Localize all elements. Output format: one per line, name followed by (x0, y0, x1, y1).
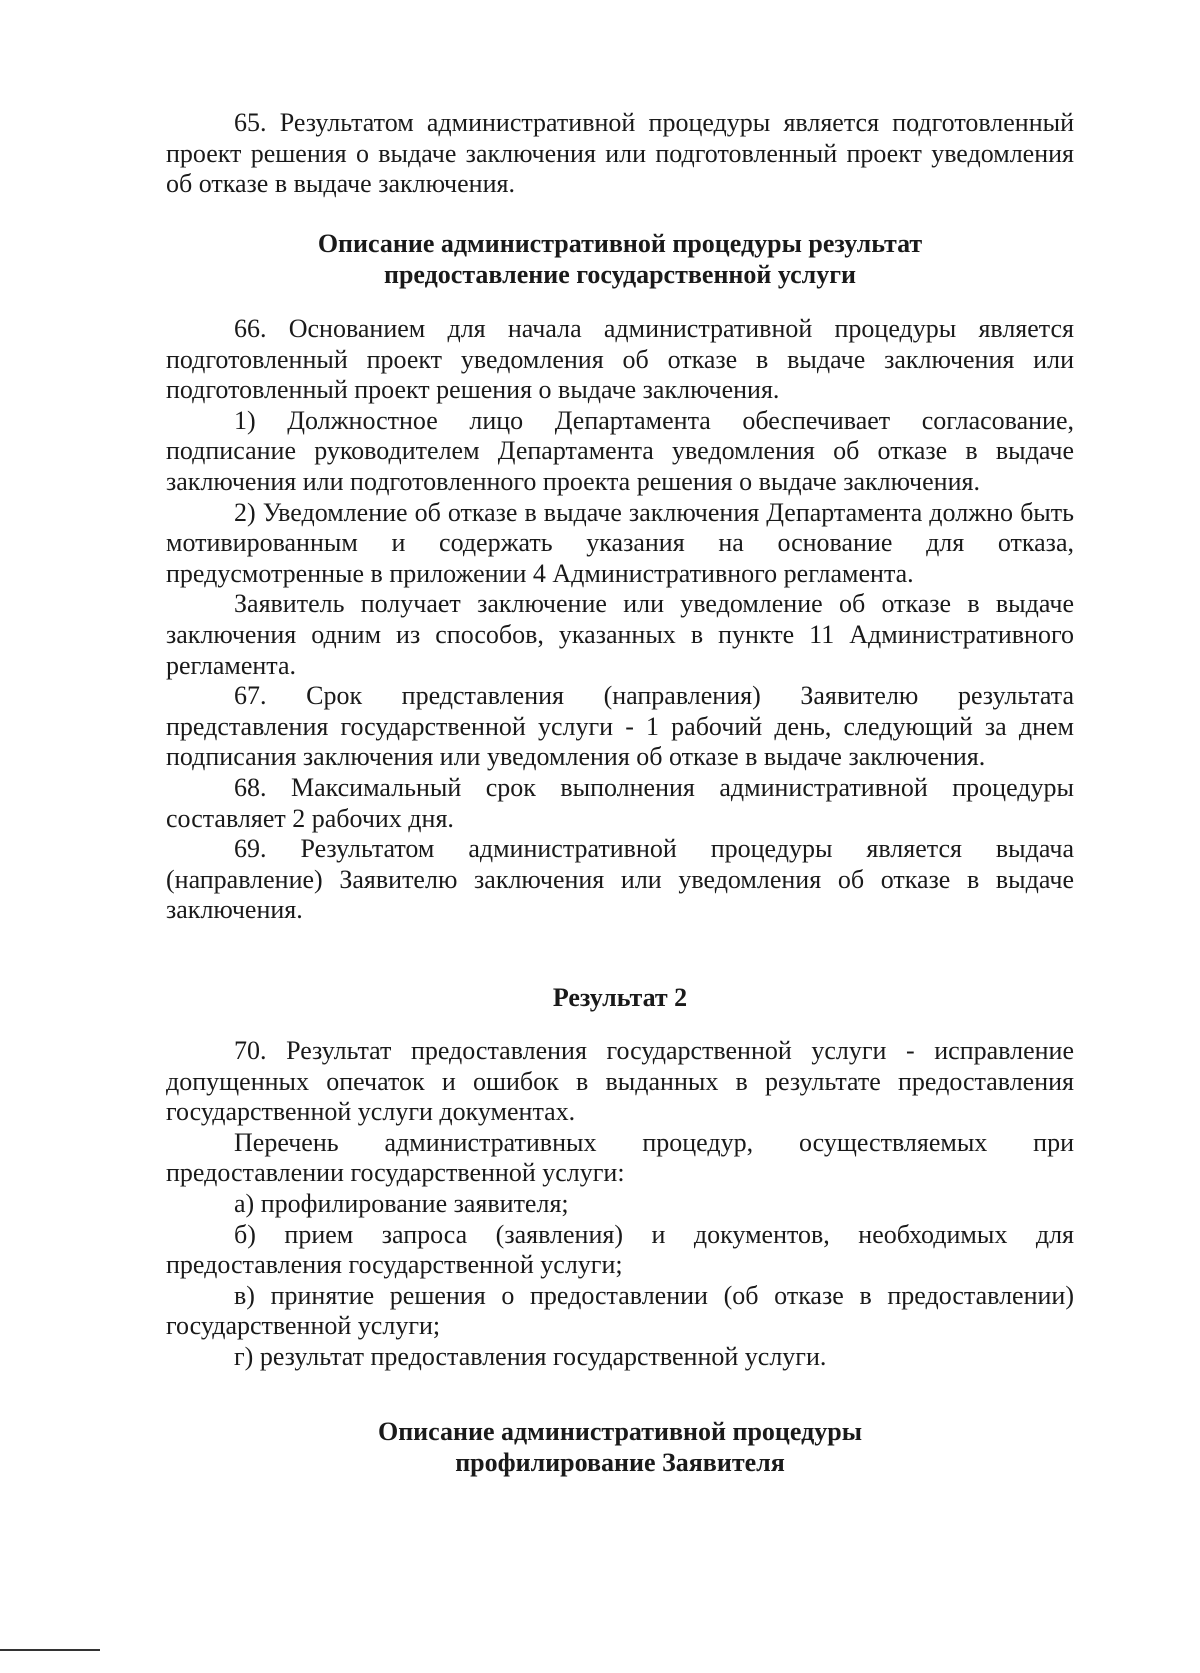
paragraph-66-item-2: 2) Уведомление об отказе в выдаче заключения Департамента должно быть мотивированным и содержать указания на основание для отказа, предусмотренные в приложении 4 Административного регламента. (166, 497, 1074, 588)
footer-rule (0, 1649, 100, 1651)
section-heading-result-line1: Описание административной процедуры результат (317, 229, 923, 258)
paragraph-66-item-1: 1) Должностное лицо Департамента обеспечивает согласование, подписание руководителем Департамента уведомления об отказе в выдаче заключения или подготовленного проекта решения о выдаче заключения. (166, 405, 1074, 496)
procedures-list-item-v: в) принятие решения о предоставлении (об отказе в предоставлении) государственной услуги; (166, 1280, 1074, 1341)
paragraph-block-65 (166, 108, 1074, 200)
procedures-list-intro: Перечень административных процедур, осуществляемых при предоставлении государственной услуги: (166, 1127, 1074, 1188)
section-heading-result-line2: предоставление государственной услуги (383, 260, 857, 289)
paragraph-70: 70. Результат предоставления государственной услуги - исправление допущенных опечаток и ошибок в выданных в результате предоставления государственной услуги документах. (166, 1036, 1074, 1127)
paragraph-66: 66. Основанием для начала административной процедуры является подготовленный проект уведомления об отказе в выдаче заключения или подготовленный проект решения о выдаче заключения. (166, 314, 1074, 405)
paragraph-block-70 (166, 1036, 1074, 1373)
section-heading-result-2-line1: Результат 2 (552, 983, 688, 1012)
paragraph-65: 65. Результатом административной процедуры является подготовленный проект решения о выдаче заключения или подготовленный проект уведомления об отказе в выдаче заключения. (166, 108, 1074, 199)
section-heading-result-2 (166, 982, 1074, 1013)
paragraph-block-66-69 (166, 314, 1074, 926)
paragraph-67: 67. Срок представления (направления) Заявителю результата представления государственной услуги - 1 рабочий день, следующий за днем подписания заключения или уведомления об отказе в выдаче заключения. (166, 681, 1074, 772)
section-heading-profiling (166, 1416, 1074, 1478)
section-heading-profiling-line2: профилирование Заявителя (455, 1448, 785, 1477)
procedures-list-item-b: б) прием запроса (заявления) и документов, необходимых для предоставления государственной услуги; (166, 1219, 1074, 1280)
section-heading-profiling-line1: Описание административной процедуры (377, 1417, 863, 1446)
section-heading-result (166, 228, 1074, 290)
paragraph-66-applicant: Заявитель получает заключение или уведомление об отказе в выдаче заключения одним из способов, указанных в пункте 11 Административного регламента. (166, 589, 1074, 680)
procedures-list-item-g: г) результат предоставления государственной услуги. (234, 1341, 827, 1371)
paragraph-69: 69. Результатом административной процедуры является выдача (направление) Заявителю заключения или уведомления об отказе в выдаче заключения. (166, 834, 1074, 925)
paragraph-68: 68. Максимальный срок выполнения административной процедуры составляет 2 рабочих дня. (166, 772, 1074, 833)
procedures-list-item-a: а) профилирование заявителя; (234, 1188, 569, 1218)
